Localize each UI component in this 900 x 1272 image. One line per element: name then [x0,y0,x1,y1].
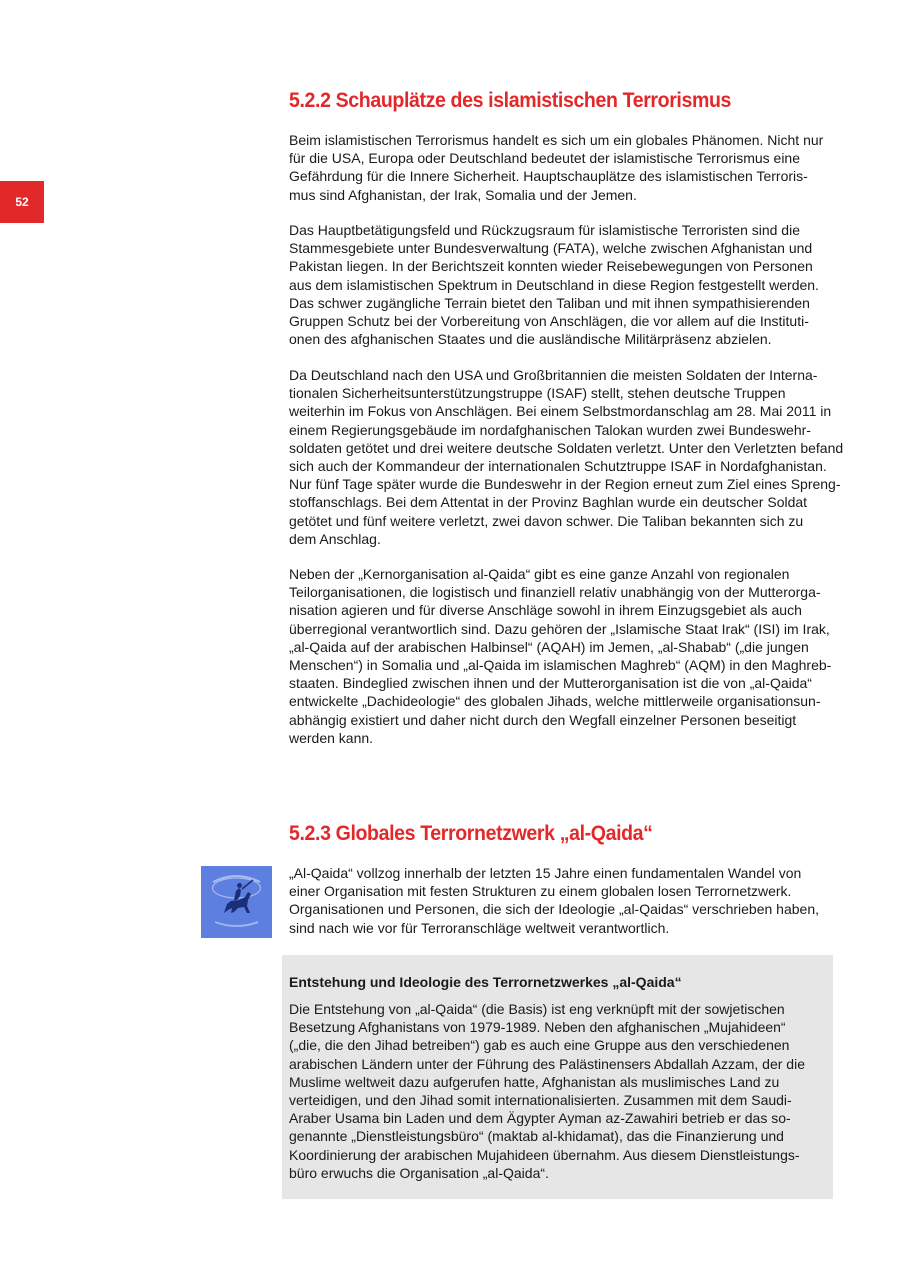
text-line: sich auch der Kommandeur der internationalen Schutztruppe ISAF in Nordafghanistan. [289,458,827,475]
paragraph-2 [289,221,839,348]
text-line: werden kann. [289,729,374,746]
text-line: sind nach wie vor für Terroranschläge weltweit verantwortlich. [289,919,670,936]
text-line: Koordinierung der arabischen Mujahideen übernahm. Aus diesem Dienstleistungs- [289,1146,800,1163]
text-line: tionalen Sicherheitsunterstützungstruppe (ISAF) stellt, stehen deutsche Truppen [289,385,786,402]
page-number-tab [0,181,44,223]
text-line: „al-Qaida auf der arabischen Halbinsel“ (AQAH) im Jemen, „al-Shabab“ („die jungen [289,638,809,655]
text-line: entwickelte „Dachideologie“ des globalen Jihads, welche mittlerweile organisationsun- [289,693,821,710]
text-line: nisation agieren und für diverse Anschläge sowohl in ihrem Einzugsgebiet als auch [289,602,802,619]
text-line: Muslime weltweit dazu aufgerufen hatte, Afghanistan als muslimisches Land zu [289,1073,780,1090]
text-line: überregional verantwortlich sind. Dazu gehören der „Islamische Staat Irak“ (ISI) im Irak, [289,620,830,637]
text-line: Da Deutschland nach den USA und Großbritannien die meisten Soldaten der Interna- [289,367,818,383]
info-box-title: Entstehung und Ideologie des Terrornetzwerkes „al-Qaida“ [289,974,682,990]
info-box-text [289,1000,839,1182]
text-line: („die, die den Jihad betreiben“) gab es auch eine Gruppe aus den verschiedenen [289,1037,790,1054]
text-line: mus sind Afghanistan, der Irak, Somalia und der Jemen. [289,186,637,203]
text-line: weiterhin im Fokus von Anschlägen. Bei einem Selbstmordanschlag am 28. Mai 2011 in [289,403,832,420]
text-line: Neben der „Kernorganisation al-Qaida“ gibt es eine ganze Anzahl von regionalen [289,566,790,582]
text-line: verteidigen, und den Jihad somit internationalisierten. Zusammen mit dem Saudi- [289,1092,792,1109]
text-line: für die USA, Europa oder Deutschland bedeutet der islamistische Terrorismus eine [289,150,800,167]
text-line: Araber Usama bin Laden und dem Ägypter Ayman az-Zawahiri betrieb er das so- [289,1110,791,1127]
text-line: Beim islamistischen Terrorismus handelt es sich um ein globales Phänomen. Nicht nur [289,132,824,148]
horseman-logo-icon [201,866,272,938]
text-line: aus dem islamistischen Spektrum in Deutschland in diese Region festgestellt werden. [289,276,819,293]
text-line: „Al-Qaida“ vollzog innerhalb der letzten 15 Jahre einen fundamentalen Wandel von [289,865,802,881]
paragraph-3 [289,366,844,548]
text-line: genannte „Dienstleistungsbüro“ (maktab al-khidamat), das die Finanzierung und [289,1128,784,1145]
text-line: Menschen“) in Somalia und „al-Qaida im islamischen Maghreb“ (AQM) in den Maghreb- [289,657,832,674]
text-line: onen des afghanischen Staates und die ausländische Militärpräsenz abzielen. [289,331,772,348]
text-line: staaten. Bindeglied zwischen ihnen und der Mutterorganisation ist die von „al-Qaida“ [289,675,812,692]
text-line: Organisationen und Personen, die sich der Ideologie „al-Qaidas“ verschrieben haben, [289,901,819,918]
text-line: getötet und fünf weitere verletzt, zwei davon schwer. Die Taliban bekannten sich zu [289,512,804,529]
text-line: Teilorganisationen, die logistisch und finanziell relativ unabhängig von der Mutterorga- [289,584,821,601]
text-line: Gefährdung für die Innere Sicherheit. Hauptschauplätze des islamistischen Terroris- [289,168,808,185]
text-line: Besetzung Afghanistans von 1979-1989. Neben den afghanischen „Mujahideen“ [289,1019,786,1036]
section-heading-5-2-2: 5.2.2 Schauplätze des islamistischen Terrorismus [289,89,732,112]
text-line: arabischen Ländern unter der Führung des Palästinensers Abdallah Azzam, der die [289,1055,805,1072]
text-line: soldaten getötet und drei weitere deutsche Soldaten verletzt. Unter den Verletzten befand [289,439,844,456]
text-line: einem Regierungsgebäude im nordafghanischen Talokan wurden zwei Bundeswehr- [289,421,811,438]
text-line: Pakistan liegen. In der Berichtszeit konnten wieder Reisebewegungen von Personen [289,258,813,275]
text-line: stoffanschlags. Bei dem Attentat in der Provinz Baghlan wurde ein deutscher Soldat [289,494,808,511]
text-line: Stammesgebiete unter Bundesverwaltung (FATA), welche zwischen Afghanistan und [289,240,813,257]
text-line: abhängig existiert und daher nicht durch den Wegfall einzelner Personen beseitigt [289,711,797,728]
paragraph-intro-al-qaida [289,864,839,937]
text-line: dem Anschlag. [289,530,381,547]
paragraph-1 [289,131,839,204]
paragraph-4 [289,565,839,747]
page-number: 52 [15,195,29,209]
text-line: Gruppen Schutz bei der Vorbereitung von Anschlägen, die vor allem auf die Instituti- [289,313,809,330]
text-line: büro erwuchs die Organisation „al-Qaida“. [289,1164,549,1181]
text-line: Nur fünf Tage später wurde die Bundeswehr in der Region erneut zum Ziel eines Spreng- [289,476,841,493]
section-heading-5-2-3: 5.2.3 Globales Terrornetzwerk „al-Qaida“ [289,822,653,845]
text-line: Die Entstehung von „al-Qaida“ (die Basis) ist eng verknüpft mit der sowjetischen [289,1001,785,1017]
text-line: Das Hauptbetätigungsfeld und Rückzugsraum für islamistische Terroristen sind die [289,222,800,238]
text-line: Das schwer zugängliche Terrain bietet den Taliban und mit ihnen sympathisierenden [289,294,810,311]
text-line: einer Organisation mit festen Strukturen zu einem globalen losen Terrornetzwerk. [289,883,792,900]
